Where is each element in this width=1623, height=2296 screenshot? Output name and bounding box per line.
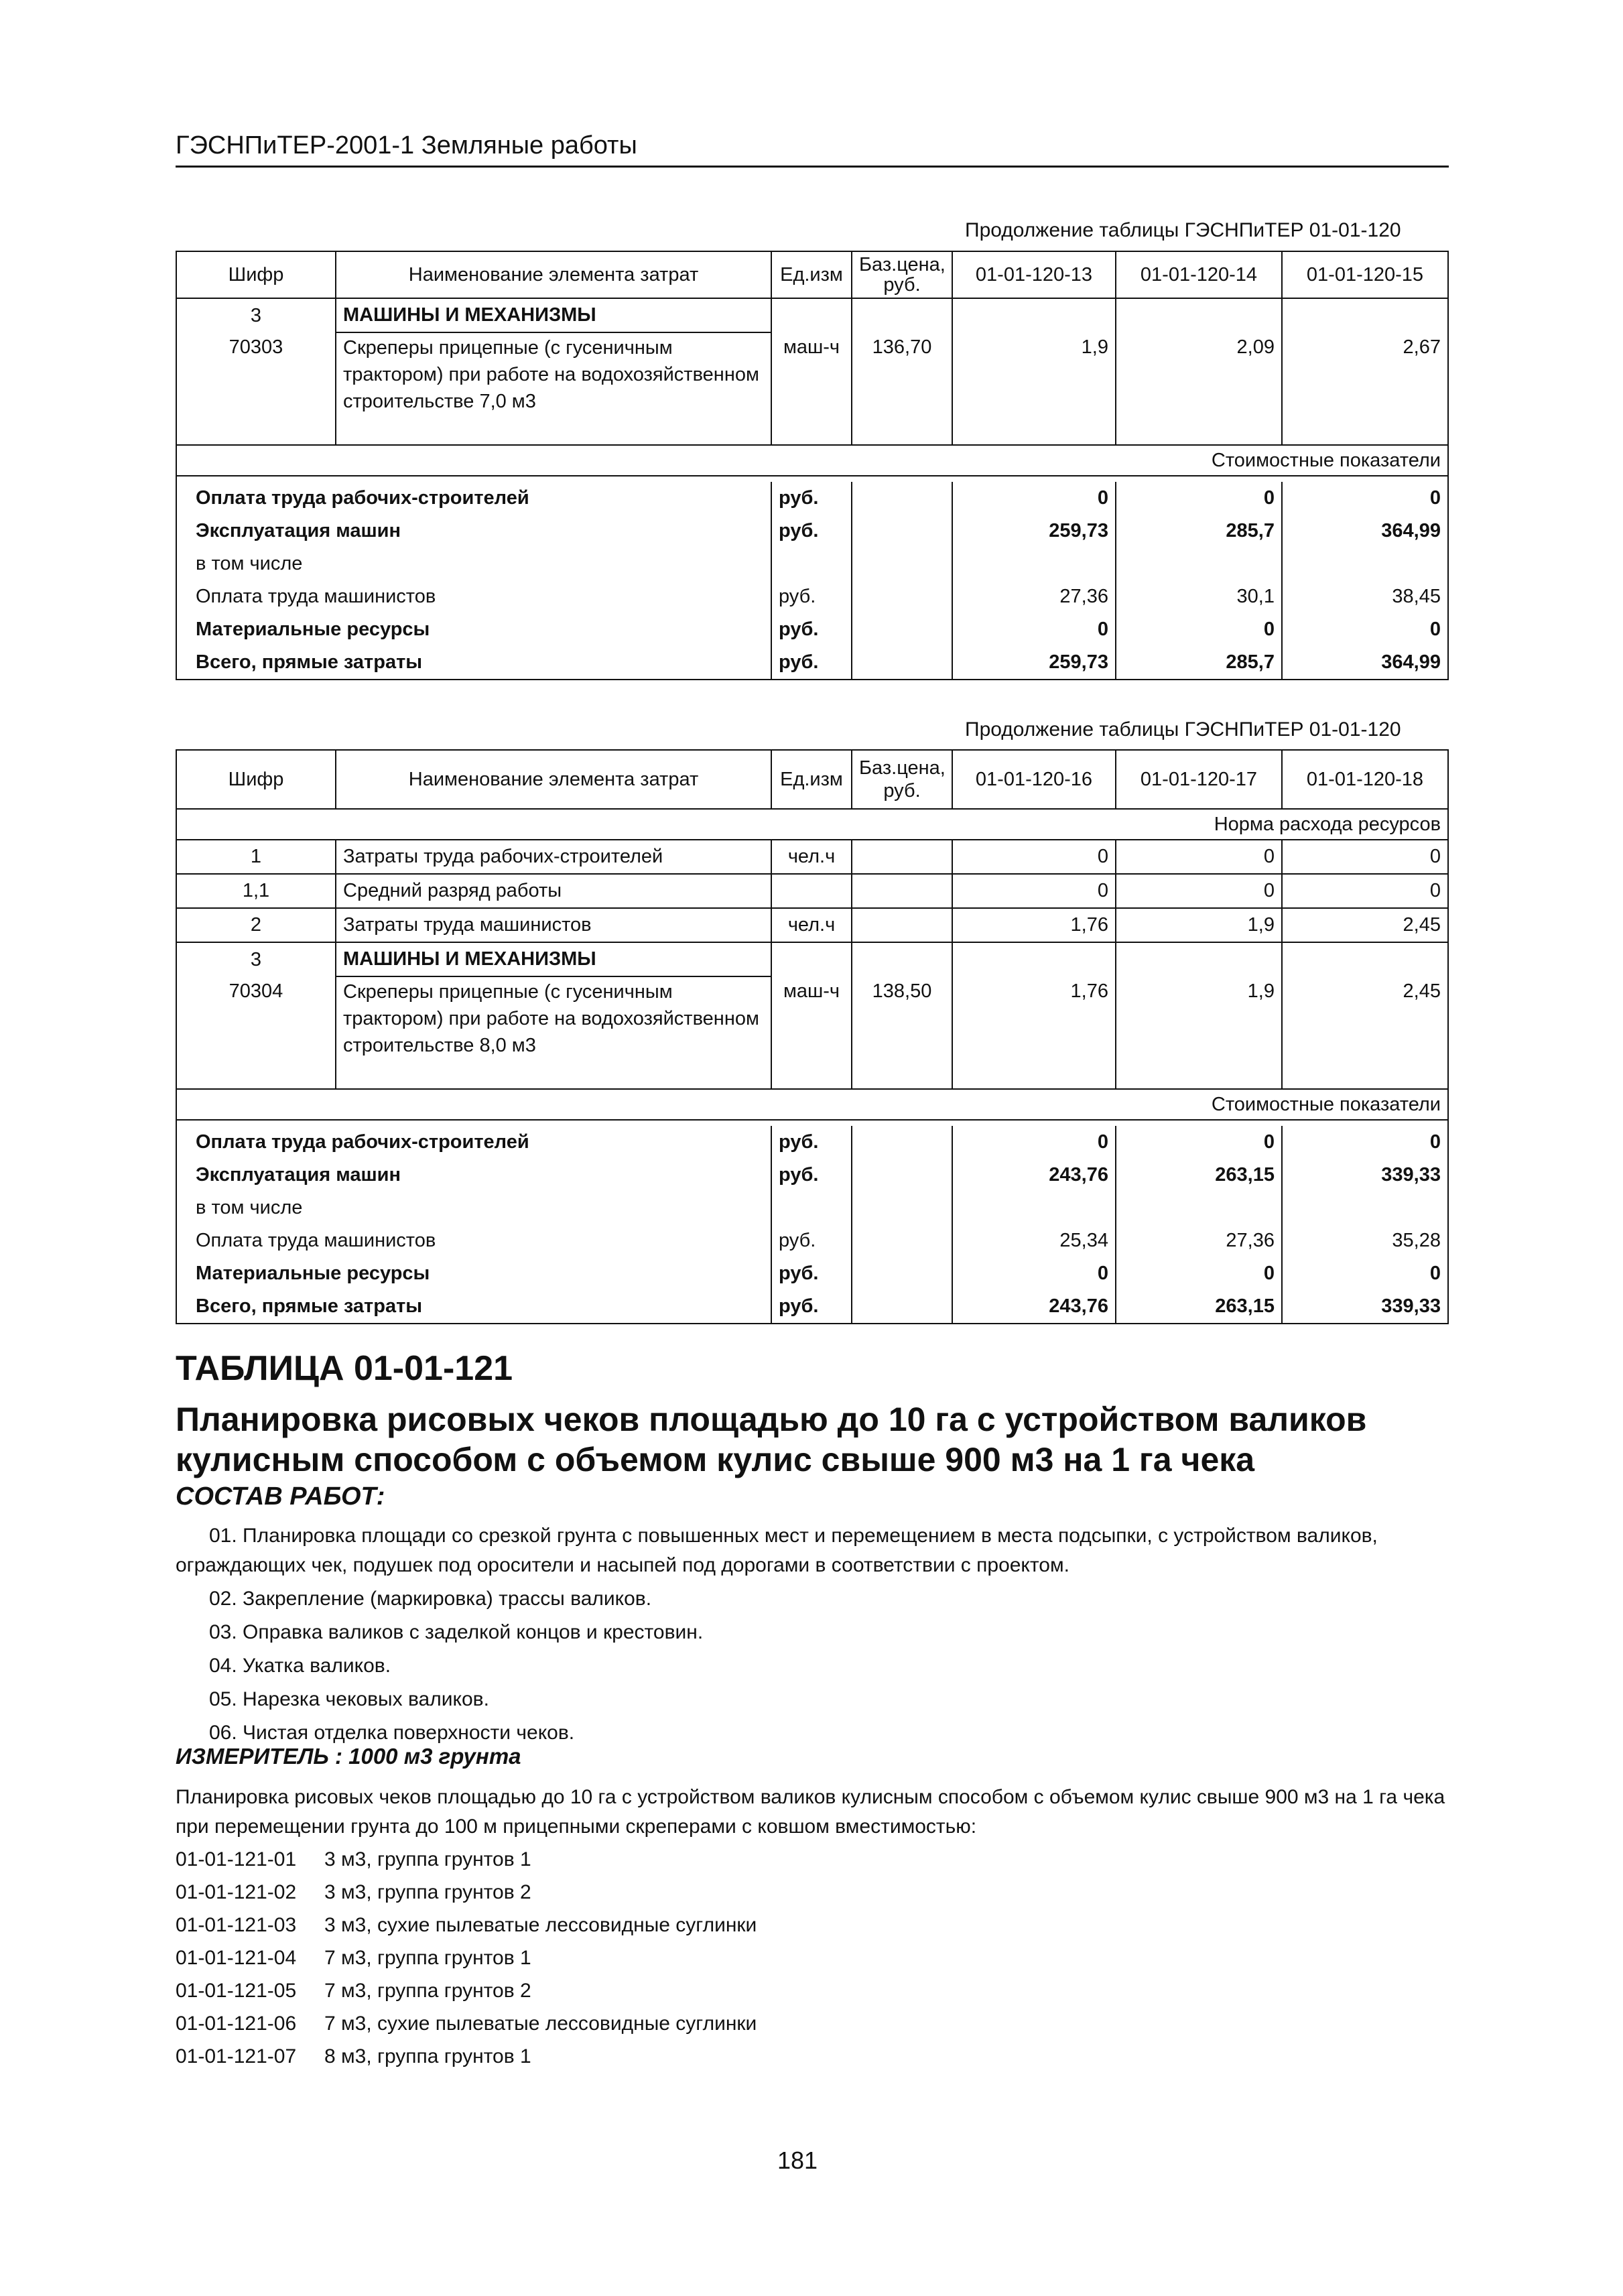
list-item <box>176 2040 757 2073</box>
cost-label: Эксплуатация машин <box>176 1159 771 1192</box>
item-code: 01-01-121-01 <box>176 1848 297 1870</box>
item-text: 3 м3, группа грунтов 2 <box>324 1880 531 1903</box>
table1 <box>176 251 1449 680</box>
value-cell: 364,99 <box>1282 515 1448 548</box>
value-cell: 243,76 <box>952 1290 1116 1324</box>
row-code: 1,1 <box>176 874 336 908</box>
col-header: 01-01-120-15 <box>1282 251 1448 298</box>
item-code: 01-01-121-05 <box>176 1979 297 2002</box>
value-cell: 2,09 <box>1116 332 1282 445</box>
costs-title: Стоимостные показатели <box>176 445 1448 476</box>
value-cell: 259,73 <box>952 515 1116 548</box>
item-code: 01-01-121-02 <box>176 1880 297 1903</box>
row-name: Затраты труда рабочих-строителей <box>336 840 771 874</box>
col-header: Наименование элемента затрат <box>336 750 771 809</box>
value-cell: 27,36 <box>1116 1224 1282 1257</box>
value-cell: 0 <box>1116 1257 1282 1290</box>
value-cell: 1,9 <box>1116 976 1282 1089</box>
col-header: Ед.изм <box>771 750 852 809</box>
running-header: ГЭСНПиТЕР-2001-1 Земляные работы <box>176 131 637 160</box>
row-code: 1 <box>176 840 336 874</box>
value-cell: 0 <box>1282 613 1448 646</box>
value-cell: 263,15 <box>1116 1159 1282 1192</box>
row-code: 2 <box>176 908 336 942</box>
value-cell: 339,33 <box>1282 1290 1448 1324</box>
cost-label: Эксплуатация машин <box>176 515 771 548</box>
cost-unit: руб. <box>771 1224 852 1257</box>
row-unit: чел.ч <box>771 840 852 874</box>
value-cell: 0 <box>1116 1126 1282 1159</box>
section-title: МАШИНЫ И МЕХАНИЗМЫ <box>336 298 771 332</box>
col-header: 01-01-120-16 <box>952 750 1116 809</box>
header-rule <box>176 166 1449 168</box>
item-code: 01-01-121-06 <box>176 2012 297 2035</box>
value-cell: 0 <box>1282 1126 1448 1159</box>
work-item: 06. Чистая отделка поверхности чеков. <box>209 1722 575 1744</box>
list-item <box>176 1876 757 1909</box>
value-cell: 0 <box>1116 482 1282 515</box>
value-cell: 1,9 <box>1116 908 1282 942</box>
code-list <box>176 1843 757 2073</box>
item-code: 01-01-121-03 <box>176 1913 297 1936</box>
value-cell: 1,9 <box>952 332 1116 445</box>
value-cell: 285,7 <box>1116 515 1282 548</box>
list-item <box>176 1843 757 1876</box>
machine-price: 136,70 <box>852 332 952 445</box>
machine-code: 70304 <box>176 976 336 1089</box>
value-cell: 35,28 <box>1282 1224 1448 1257</box>
work-item: 04. Укатка валиков. <box>209 1655 391 1677</box>
value-cell: 0 <box>952 840 1116 874</box>
value-cell: 25,34 <box>952 1224 1116 1257</box>
value-cell: 2,67 <box>1282 332 1448 445</box>
value-cell: 38,45 <box>1282 580 1448 613</box>
value-cell: 259,73 <box>952 646 1116 680</box>
costs-title: Стоимостные показатели <box>176 1089 1448 1120</box>
col-header: Шифр <box>176 750 336 809</box>
cost-label: Оплата труда рабочих-строителей <box>176 482 771 515</box>
cost-label: Оплата труда машинистов <box>176 580 771 613</box>
machine-price: 138,50 <box>852 976 952 1089</box>
col-header: 01-01-120-17 <box>1116 750 1282 809</box>
item-text: 8 м3, группа грунтов 1 <box>324 2045 531 2067</box>
section-code: 3 <box>176 942 336 976</box>
cost-unit: руб. <box>771 1290 852 1324</box>
work-item: 05. Нарезка чековых валиков. <box>209 1688 489 1710</box>
value-cell: 364,99 <box>1282 646 1448 680</box>
table2-continuation: Продолжение таблицы ГЭСНПиТЕР 01-01-120 <box>965 718 1401 741</box>
col-header: 01-01-120-14 <box>1116 251 1282 298</box>
cost-label: Оплата труда рабочих-строителей <box>176 1126 771 1159</box>
work-list <box>176 1521 1435 1748</box>
cost-unit: руб. <box>771 613 852 646</box>
col-header: Баз.цена, руб. <box>852 750 952 809</box>
item-text: 3 м3, группа грунтов 1 <box>324 1848 531 1870</box>
value-cell: 339,33 <box>1282 1159 1448 1192</box>
value-cell: 0 <box>1116 840 1282 874</box>
value-cell: 0 <box>952 1126 1116 1159</box>
list-item <box>176 2007 757 2040</box>
cost-label: Всего, прямые затраты <box>176 646 771 680</box>
value-cell: 0 <box>952 874 1116 908</box>
cost-unit: руб. <box>771 646 852 680</box>
section-title-heading: Планировка рисовых чеков площадью до 10 га с устройством валиков кулисным способом с объемом кулис свыше 900 м3 на 1 га чека <box>176 1401 1367 1478</box>
sostav-label: СОСТАВ РАБОТ: <box>176 1482 385 1511</box>
cost-label: Материальные ресурсы <box>176 1257 771 1290</box>
cost-unit: руб. <box>771 482 852 515</box>
row-unit: чел.ч <box>771 908 852 942</box>
page-number: 181 <box>777 2147 818 2174</box>
row-name: Средний разряд работы <box>336 874 771 908</box>
col-header: Баз.цена, руб. <box>852 251 952 298</box>
cost-unit: руб. <box>771 1126 852 1159</box>
item-text: 3 м3, сухие пылеватые лессовидные суглинки <box>324 1913 757 1936</box>
cost-unit: руб. <box>771 1159 852 1192</box>
item-text: 7 м3, сухие пылеватые лессовидные суглинки <box>324 2012 757 2035</box>
cost-label: Материальные ресурсы <box>176 613 771 646</box>
table1-continuation: Продолжение таблицы ГЭСНПиТЕР 01-01-120 <box>965 219 1401 241</box>
section-code: 3 <box>176 298 336 332</box>
value-cell: 0 <box>1282 874 1448 908</box>
machine-code: 70303 <box>176 332 336 445</box>
work-item: 02. Закрепление (маркировка) трассы валиков. <box>209 1588 652 1610</box>
measure-unit: ИЗМЕРИТЕЛЬ : 1000 м3 грунта <box>176 1744 521 1769</box>
value-cell: 285,7 <box>1116 646 1282 680</box>
work-item: 03. Оправка валиков с заделкой концов и крестовин. <box>209 1621 704 1643</box>
cost-label: в том числе <box>176 1192 771 1224</box>
cost-unit: руб. <box>771 515 852 548</box>
value-cell: 0 <box>1282 840 1448 874</box>
machine-unit: маш-ч <box>771 976 852 1089</box>
machine-name: Скреперы прицепные (с гусеничным трактором) при работе на водохозяйственном строительстве 8,0 м3 <box>336 976 771 1089</box>
machine-unit: маш-ч <box>771 332 852 445</box>
col-header: Наименование элемента затрат <box>336 251 771 298</box>
cost-label: в том числе <box>176 548 771 580</box>
item-code: 01-01-121-04 <box>176 1946 297 1969</box>
value-cell: 0 <box>952 482 1116 515</box>
col-header: 01-01-120-18 <box>1282 750 1448 809</box>
cost-unit: руб. <box>771 1257 852 1290</box>
value-cell: 0 <box>1282 482 1448 515</box>
description: Планировка рисовых чеков площадью до 10 га с устройством валиков кулисным способом с объемом кулис свыше 900 м3 на 1 га чека при перемещении грунта до 100 м прицепными скреперами с ковшом вместимостью: <box>176 1786 1445 1838</box>
value-cell: 263,15 <box>1116 1290 1282 1324</box>
col-header: Ед.изм <box>771 251 852 298</box>
col-header: Шифр <box>176 251 336 298</box>
item-text: 7 м3, группа грунтов 2 <box>324 1979 531 2002</box>
value-cell: 1,76 <box>952 976 1116 1089</box>
value-cell: 2,45 <box>1282 976 1448 1089</box>
cost-unit: руб. <box>771 580 852 613</box>
value-cell: 0 <box>1116 613 1282 646</box>
table-number: ТАБЛИЦА 01-01-121 <box>176 1349 513 1388</box>
value-cell: 243,76 <box>952 1159 1116 1192</box>
table2 <box>176 749 1449 1324</box>
value-cell: 0 <box>1116 874 1282 908</box>
list-item <box>176 1974 757 2007</box>
cost-label: Всего, прямые затраты <box>176 1290 771 1324</box>
col-header: 01-01-120-13 <box>952 251 1116 298</box>
value-cell: 0 <box>1282 1257 1448 1290</box>
value-cell: 2,45 <box>1282 908 1448 942</box>
work-item: 01. Планировка площади со срезкой грунта с повышенных мест и перемещением в места подсыпки, с устройством валиков, ограждающих чек, подушек под оросители и насыпей под дорогами в соответствии с проектом. <box>176 1525 1378 1576</box>
item-code: 01-01-121-07 <box>176 2045 297 2067</box>
value-cell: 27,36 <box>952 580 1116 613</box>
row-unit <box>771 874 852 908</box>
item-text: 7 м3, группа грунтов 1 <box>324 1946 531 1969</box>
value-cell: 0 <box>952 613 1116 646</box>
cost-label: Оплата труда машинистов <box>176 1224 771 1257</box>
value-cell: 30,1 <box>1116 580 1282 613</box>
norm-title: Норма расхода ресурсов <box>176 809 1448 840</box>
value-cell: 1,76 <box>952 908 1116 942</box>
machine-name: Скреперы прицепные (с гусеничным трактором) при работе на водохозяйственном строительстве 7,0 м3 <box>336 332 771 445</box>
section-title: МАШИНЫ И МЕХАНИЗМЫ <box>336 942 771 976</box>
list-item <box>176 1909 757 1941</box>
value-cell: 0 <box>952 1257 1116 1290</box>
list-item <box>176 1941 757 1974</box>
row-name: Затраты труда машинистов <box>336 908 771 942</box>
